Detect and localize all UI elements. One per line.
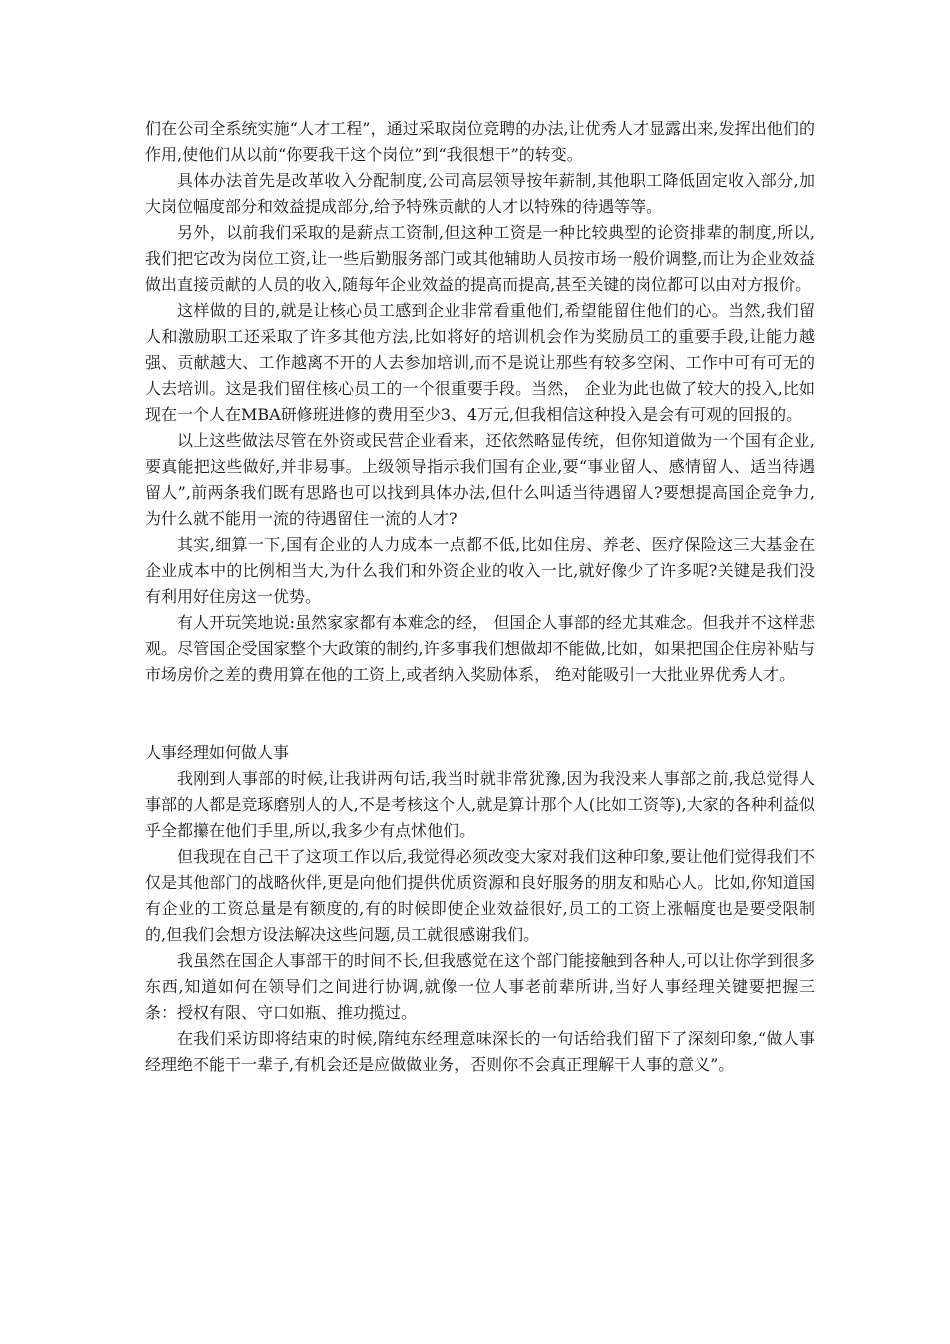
paragraph: 有人开玩笑地说:虽然家家都有本难念的经， 但国企人事部的经尤其难念。但我并不这样悲观。尽管国企受国家整个大政策的制约,许多事我们想做却不能做,比如，如果把国企住房补贴与市场房价之差的费用算在他的工资上,或者纳入奖励体系， 绝对能吸引一大批业界优秀人才。 bbox=[145, 613, 815, 684]
paragraph: 在我们采访即将结束的时候,隋纯东经理意味深长的一句话给我们留下了深刻印象,“做人事经理绝不能干一辈子,有机会还是应做做业务，否则你不会真正理解干人事的意义”。 bbox=[145, 1029, 815, 1074]
paragraph: 这样做的目的,就是让核心员工感到企业非常看重他们,希望能留住他们的心。当然,我们留人和激励职工还采取了许多其他方法,比如将好的培训机会作为奖励员工的重要手段,让能力越强、贡献越大、工作越离不开的人去参加培训,而不是说让那些有较多空闲、工作中可有可无的人去培训。这是我们留住核心员工的一个很重要手段。当然， 企业为此也做了较大的投入,比如现在一个人在MBA研修班进修的费用至少3、4万元,但我相信这种投入是会有可观的回报的。 bbox=[145, 301, 815, 424]
paragraph: 以上这些做法尽管在外资或民营企业看来，还依然略显传统，但你知道做为一个国有企业,要真能把这些做好,并非易事。上级领导指示我们国有企业,要“事业留人、感情留人、适当待遇留人”,前两条我们既有思路也可以找到具体办法,但什么叫适当待遇留人?要想提高国企竞争力,为什么就不能用一流的待遇留住一流的人才? bbox=[145, 431, 815, 528]
paragraph: 们在公司全系统实施“人才工程”，通过采取岗位竞聘的办法,让优秀人才显露出来,发挥出他们的作用,使他们从以前“你要我干这个岗位”到“我很想干”的转变。 bbox=[145, 119, 815, 164]
paragraph: 其实,细算一下,国有企业的人力成本一点都不低,比如住房、养老、医疗保险这三大基金在企业成本中的比例相当大,为什么我们和外资企业的收入一比,就好像少了许多呢?关键是我们没有利用好住房这一优势。 bbox=[145, 535, 815, 606]
paragraph: 具体办法首先是改革收入分配制度,公司高层领导按年薪制,其他职工降低固定收入部分,加大岗位幅度部分和效益提成部分,给予特殊贡献的人才以特殊的待遇等等。 bbox=[145, 171, 815, 216]
section-spacer bbox=[145, 688, 815, 740]
paragraph: 我虽然在国企人事部干的时间不长,但我感觉在这个部门能接触到各种人,可以让你学到很多东西,知道如何在领导们之间进行协调,就像一位人事老前辈所讲,当好人事经理关键要把握三条：授权有限、守口如瓶、推功揽过。 bbox=[145, 951, 815, 1022]
paragraph: 另外，以前我们采取的是薪点工资制,但这种工资是一种比较典型的论资排辈的制度,所以,我们把它改为岗位工资,让一些后勤服务部门或其他辅助人员按市场一般价调整,而让为企业效益做出直接贡献的人员的收入,随每年企业效益的提高而提高,甚至关键的岗位都可以由对方报价。 bbox=[145, 223, 815, 294]
paragraph: 我刚到人事部的时候,让我讲两句话,我当时就非常犹豫,因为我没来人事部之前,我总觉得人事部的人都是竞琢磨别人的人,不是考核这个人,就是算计那个人(比如工资等),大家的各种利益似乎全都攥在他们手里,所以,我多少有点怵他们。 bbox=[145, 769, 815, 840]
document-body bbox=[145, 116, 815, 1078]
section-heading: 人事经理如何做人事 bbox=[145, 743, 290, 762]
paragraph: 但我现在自己干了这项工作以后,我觉得必须改变大家对我们这种印象,要让他们觉得我们不仅是其他部门的战略伙伴,更是向他们提供优质资源和良好服务的朋友和贴心人。比如,你知道国有企业的工资总量是有额度的,有的时候即使企业效益很好,员工的工资上涨幅度也是要受限制的,但我们会想方设法解决这些问题,员工就很感谢我们。 bbox=[145, 847, 815, 944]
